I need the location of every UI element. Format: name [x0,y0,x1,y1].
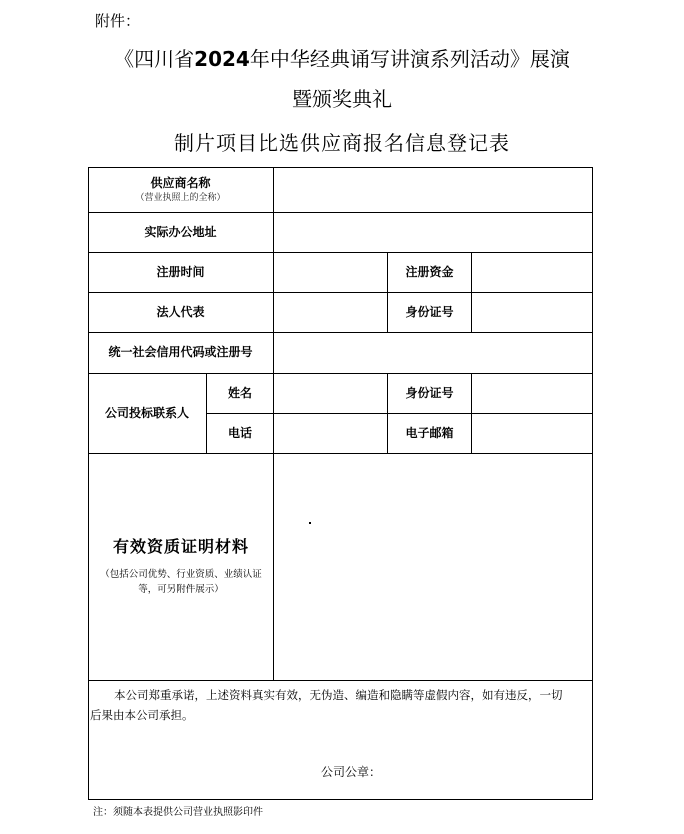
commitment-text [90,686,586,725]
contact-name-label: 姓名 [227,385,252,400]
company-seal-label: 公司公章： [321,765,382,779]
legal-rep-field[interactable] [274,293,387,332]
stray-dot [309,522,311,524]
supplier-name-hint: （营业执照上的全称） [135,192,226,203]
registration-time-label: 注册时间 [156,264,205,279]
qualification-hint: （包括公司优势、行业资质、业绩认证等，可另附件展示） [100,569,262,596]
contact-phone-field[interactable] [274,414,387,453]
supplier-name-field[interactable] [274,168,592,212]
commitment-line-1: 本公司郑重承诺，上述资料真实有效，无伪造、编造和隐瞒等虚假内容，如有违反，一切 [114,688,563,702]
id-number-field[interactable] [472,293,592,332]
qualification-title: 有效资质证明材料 [112,536,249,556]
title-year: 2024 [194,47,250,71]
title-suffix: 年中华经典诵写讲演系列活动》展演 [249,47,570,71]
contact-name-field[interactable] [274,374,387,413]
title-prefix: 《四川省 [114,47,195,71]
credit-code-field[interactable] [274,333,592,373]
id-number-label: 身份证号 [405,304,454,319]
attachment-label: 附件： [95,12,141,30]
registered-capital-label: 注册资金 [405,264,454,279]
legal-rep-label: 法人代表 [156,304,205,319]
office-address-field[interactable] [274,213,592,252]
title-line-2: 暨颁奖典礼 [292,87,392,111]
bid-contact-label: 公司投标联系人 [104,405,189,420]
contact-email-field[interactable] [472,414,592,453]
qualification-label [92,453,270,680]
credit-code-label: 统一社会信用代码或注册号 [108,345,253,360]
supplier-name-label [88,167,273,212]
registration-time-field[interactable] [274,253,387,292]
contact-phone-label: 电话 [227,425,252,440]
contact-email-label: 电子邮箱 [405,425,454,440]
footnote: 注：须随本表提供公司营业执照影印件 [93,807,263,818]
supplier-name-text: 供应商名称 [150,176,211,191]
qualification-field[interactable] [274,454,592,680]
form-title: 制片项目比选供应商报名信息登记表 [174,131,510,155]
contact-id-label: 身份证号 [405,385,454,400]
registered-capital-field[interactable] [472,253,592,292]
title-line-1 [0,43,684,72]
office-address-label: 实际办公地址 [144,224,217,239]
commitment-line-2: 后果由本公司承担。 [90,707,194,722]
contact-id-field[interactable] [472,374,592,413]
